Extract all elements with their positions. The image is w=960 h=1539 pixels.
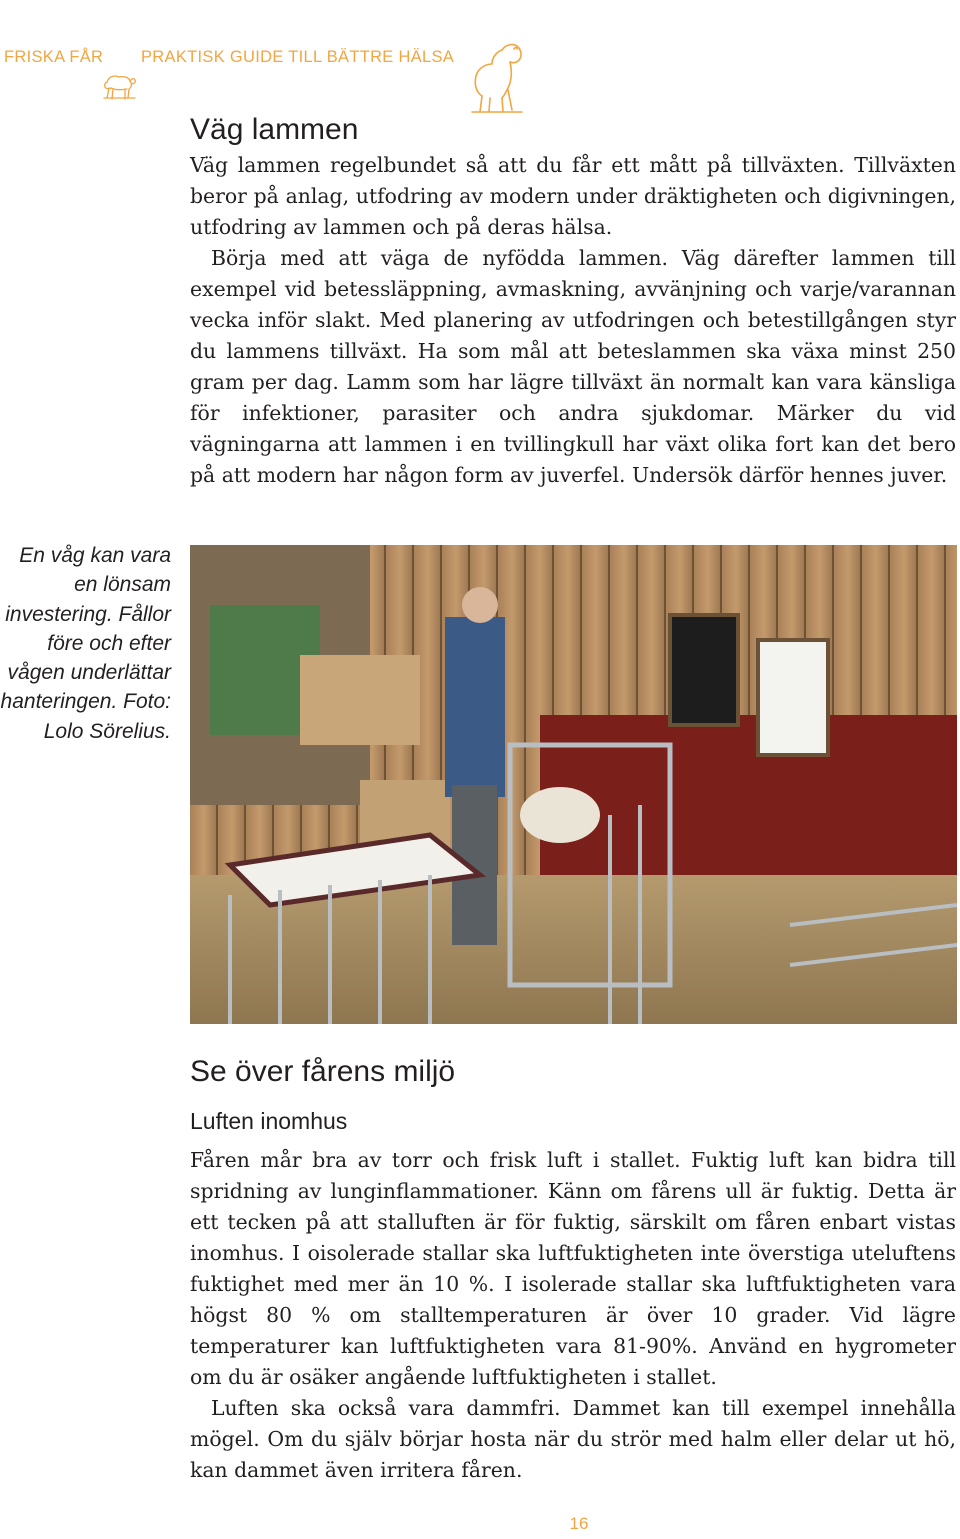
section-environment-body bbox=[190, 1145, 956, 1486]
paragraph: Luften ska också vara dammfri. Dammet kan till exempel innehålla mögel. Om du själv börjar hosta när du strör med halm eller delar ut hö, kan dammet även irritera fåren. bbox=[190, 1396, 956, 1482]
section-weigh-lambs-body bbox=[190, 150, 956, 491]
paragraph: Börja med att väga de nyfödda lammen. Väg därefter lammen till exempel vid betessläppning, avmaskning, avvänjning och varje/varannan vecka inför slakt. Med planering av utfodringen och betestillgången styr du lammens tillväxt. Ha som mål att beteslammen ska växa minst 250 gram per dag. Lamm som har lägre tillväxt än normalt kan vara känsliga för infektioner, parasiter och andra sjukdomar. Märker du vid vägningarna att lammen i en tvillingkull har växt olika fort kan det bero på att modern har någon form av juverfel. Undersök därför hennes juver. bbox=[190, 246, 956, 487]
sheep-icon bbox=[462, 40, 526, 116]
paragraph: Väg lammen regelbundet så att du får ett mått på tillväxten. Tillväxten beror på anlag, utfodring av modern under dräktigheten och digivningen, utfodring av lammen och på deras hälsa. bbox=[190, 153, 956, 239]
photo-caption: En våg kan vara en lönsam investering. Fållor före och efter vågen underlättar hanteringen. Foto: Lolo Sörelius. bbox=[0, 544, 171, 743]
section-title-environment: Se över fårens miljö bbox=[190, 1055, 456, 1088]
section-title-weigh-lambs: Väg lammen bbox=[190, 113, 359, 146]
running-header bbox=[0, 38, 700, 78]
page-number: 16 bbox=[569, 1514, 589, 1533]
header-right-label: PRAKTISK GUIDE TILL BÄTTRE HÄLSA bbox=[141, 48, 455, 66]
photo-sheep-scale bbox=[190, 545, 957, 1024]
barn-photo-illustration bbox=[190, 545, 957, 1024]
lamb-icon bbox=[101, 68, 137, 106]
paragraph: Fåren mår bra av torr och frisk luft i stallet. Fuktig luft kan bidra till spridning av lunginflammationer. Känn om fårens ull är fuktig. Detta är ett tecken på att stalluften är för fuktig, särskilt om fåren enbart vistas inomhus. I oisolerade stallar ska luftfuktigheten inte överstiga uteluftens fuktighet med mer än 10 %. I isolerade stallar ska luftfuktigheten vara högst 80 % om stalltemperaturen är över 10 grader. Vid lägre temperaturer kan luftfuktigheten vara 81-90%. Använd en hygrometer om du är osäker angående luftfuktigheten i stallet. bbox=[190, 1148, 956, 1389]
subsection-title-indoor-air: Luften inomhus bbox=[190, 1108, 348, 1134]
header-left-label: FRISKA FÅR bbox=[4, 48, 104, 66]
